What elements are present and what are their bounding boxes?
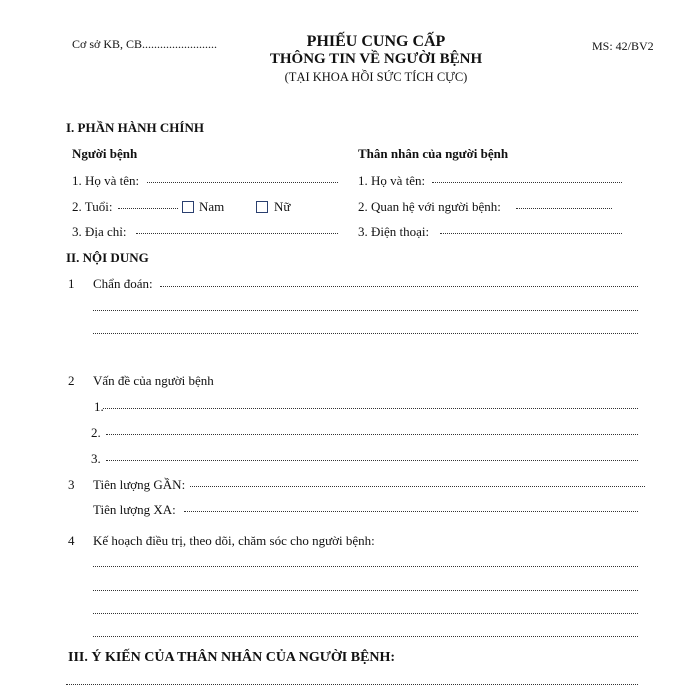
relative-name-field[interactable] <box>432 182 622 183</box>
phone-label: 3. Điện thoại: <box>358 224 430 239</box>
patient-heading: Người bệnh <box>72 146 138 161</box>
patient-problems-label: Vấn đề của người bệnh <box>93 373 214 388</box>
relative-heading: Thân nhân của người bệnh <box>358 146 509 161</box>
problem-1-field[interactable] <box>103 408 638 409</box>
item-3-number: 3 <box>68 477 75 492</box>
prognosis-near-label: Tiên lượng GẦN: <box>93 477 186 492</box>
prognosis-near-field[interactable] <box>190 486 645 487</box>
facility-field: Cơ sở KB, CB......................... <box>72 37 218 51</box>
patient-address-label: 3. Địa chỉ: <box>72 224 127 239</box>
patient-age-label: 2. Tuổi: <box>72 199 113 214</box>
care-plan-field-line2[interactable] <box>93 590 638 591</box>
male-checkbox[interactable] <box>182 201 194 213</box>
problem-3-label: 3. <box>91 451 101 466</box>
item-4-number: 4 <box>68 533 75 548</box>
phone-field[interactable] <box>440 233 622 234</box>
item-2-number: 2 <box>68 373 75 388</box>
care-plan-label: Kế hoạch điều trị, theo dõi, chăm sóc cho người bệnh: <box>93 533 375 548</box>
relative-name-label: 1. Họ và tên: <box>358 173 426 188</box>
prognosis-far-label: Tiên lượng XA: <box>93 502 176 517</box>
form-code: MS: 42/BV2 <box>592 39 654 53</box>
form-subtitle: (TẠI KHOA HỒI SỨC TÍCH CỰC) <box>284 70 468 84</box>
male-label: Nam <box>199 199 225 214</box>
diagnosis-field-line3[interactable] <box>93 333 638 334</box>
patient-age-field[interactable] <box>118 208 178 209</box>
section-3-heading: III. Ý KIẾN CỦA THÂN NHÂN CỦA NGƯỜI BỆNH: <box>68 650 396 665</box>
care-plan-field-line3[interactable] <box>93 613 638 614</box>
diagnosis-label: Chẩn đoán: <box>93 276 153 291</box>
diagnosis-field-line2[interactable] <box>93 310 638 311</box>
diagnosis-field[interactable] <box>160 286 638 287</box>
problem-2-field[interactable] <box>106 434 638 435</box>
problem-3-field[interactable] <box>106 460 638 461</box>
relative-opinion-field[interactable] <box>66 684 638 685</box>
item-1-number: 1 <box>68 276 75 291</box>
patient-name-label: 1. Họ và tên: <box>72 173 140 188</box>
care-plan-field-line1[interactable] <box>93 566 638 567</box>
form-title-line2: THÔNG TIN VỀ NGƯỜI BỆNH <box>269 51 483 67</box>
problem-2-label: 2. <box>91 425 101 440</box>
section-1-heading: I. PHẦN HÀNH CHÍNH <box>66 120 204 135</box>
patient-name-field[interactable] <box>147 182 338 183</box>
relation-field[interactable] <box>516 208 612 209</box>
patient-address-field[interactable] <box>136 233 338 234</box>
prognosis-far-field[interactable] <box>184 511 638 512</box>
female-label: Nữ <box>274 199 291 214</box>
problem-1-label: 1. <box>94 399 104 414</box>
relation-label: 2. Quan hệ với người bệnh: <box>358 199 501 214</box>
care-plan-field-line4[interactable] <box>93 636 638 637</box>
form-title: PHIẾU CUNG CẤP <box>306 33 446 50</box>
section-2-heading: II. NỘI DUNG <box>66 250 149 265</box>
female-checkbox[interactable] <box>256 201 268 213</box>
